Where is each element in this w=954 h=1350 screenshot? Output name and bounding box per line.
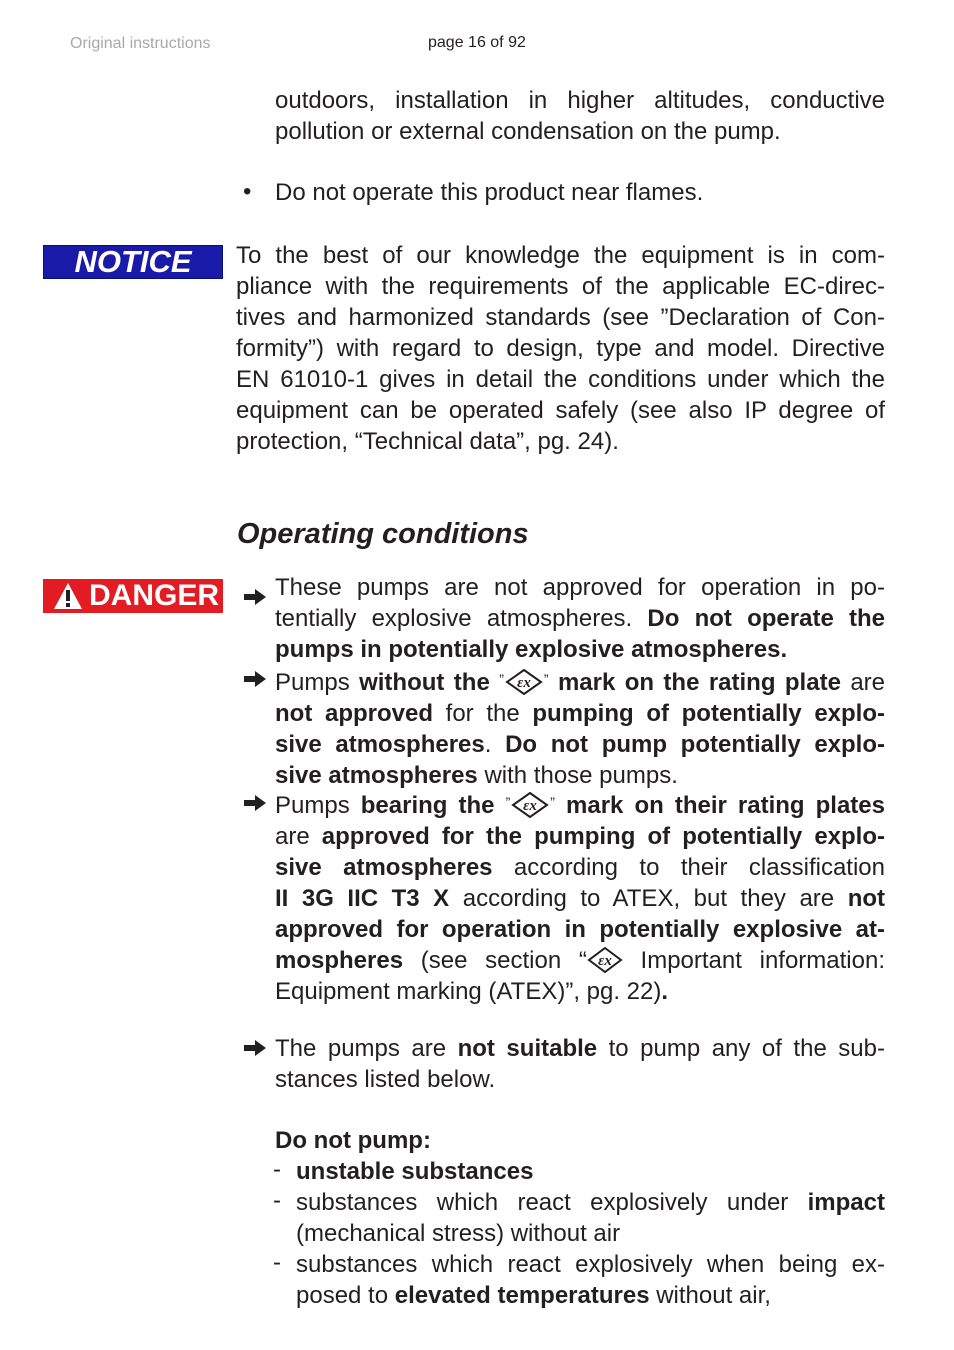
- notice-line: formity”) with regard to design, type and model. Directive: [236, 335, 885, 362]
- do-not-pump-title: [275, 1125, 431, 1156]
- item-line: [275, 945, 885, 976]
- text-run-bold: mark on their rating plates: [554, 792, 885, 819]
- text-run: according to ATEX, but they are: [449, 885, 848, 912]
- text-run: Pumps: [275, 792, 361, 819]
- item-line: substances which react explosively when being ex-: [296, 1251, 885, 1278]
- text-run-bold: bearing the: [360, 792, 495, 819]
- text-run-bold: Do not operate the: [647, 605, 885, 632]
- text-run: with those pumps.: [477, 762, 678, 789]
- svg-text:εx: εx: [523, 798, 538, 814]
- notice-line: EN 61010-1 gives in detail the conditions under which the: [236, 366, 885, 393]
- danger-item-2: [275, 664, 885, 791]
- intro-paragraph: [275, 85, 885, 147]
- text-run-bold: unstable substances: [296, 1158, 534, 1185]
- quote-mark: ”: [505, 794, 511, 810]
- text-run: .: [484, 731, 506, 758]
- item-line: [275, 634, 885, 665]
- item-line: [296, 1280, 885, 1311]
- item-line: [275, 698, 885, 729]
- text-run-bold: without the: [359, 669, 490, 696]
- text-run-bold: pumping of potentially explo-: [532, 700, 885, 727]
- section-heading: Operating conditions: [237, 518, 529, 550]
- text-run: substances which react explosively under: [296, 1189, 808, 1216]
- text-run: are: [275, 823, 322, 850]
- arrow-right-icon: [244, 671, 266, 687]
- text-run-bold: approved for operation in potentially explosive at-: [275, 916, 885, 943]
- text-run-bold: pumps in potentially explosive atmospheres.: [275, 636, 788, 663]
- danger-item-3: [275, 787, 885, 1007]
- text-run-bold: approved for the pumping of potentially explo-: [321, 823, 885, 850]
- arrow-right-icon: [244, 1040, 266, 1056]
- arrow-right-icon: [244, 795, 266, 811]
- item-line: [275, 1033, 885, 1064]
- item-line: [275, 976, 885, 1007]
- text-run: (see section “: [403, 947, 587, 974]
- text-run: tentially explosive atmospheres.: [275, 605, 648, 632]
- danger-item-1: [275, 572, 885, 665]
- text-run: without air,: [649, 1282, 771, 1309]
- header-doc-type: Original instructions: [70, 35, 211, 52]
- text-run-bold: not approved: [275, 700, 433, 727]
- text-run: for the: [433, 700, 533, 727]
- item-line: [275, 664, 885, 698]
- list-item-3: [296, 1249, 885, 1311]
- notice-line: protection, “Technical data”, pg. 24).: [236, 428, 619, 455]
- intro-line: outdoors, installation in higher altitudes, conductive: [275, 87, 885, 114]
- item-line: These pumps are not approved for operation in po-: [275, 574, 885, 601]
- text-run-bold: impact: [807, 1189, 885, 1216]
- text-run: posed to: [296, 1282, 395, 1309]
- text-run: The pumps are: [275, 1035, 458, 1062]
- svg-text:εx: εx: [517, 675, 531, 691]
- item-line: [296, 1187, 885, 1218]
- quote-mark: ”: [550, 794, 555, 810]
- text-run: to pump any of the sub-: [597, 1035, 885, 1062]
- arrow-right-icon: [244, 589, 266, 605]
- item-line: [275, 914, 885, 945]
- ex-mark-icon: [587, 947, 623, 973]
- svg-text:εx: εx: [598, 953, 612, 969]
- item-line: [275, 603, 885, 634]
- item-line: [275, 729, 885, 760]
- item-line: (mechanical stress) without air: [296, 1220, 621, 1247]
- text-run-bold: Do not pump:: [275, 1127, 431, 1154]
- text-run-bold: mark on the rating plate: [548, 669, 841, 696]
- notice-paragraph: [236, 240, 885, 457]
- text-run-bold: II 3G IIC T3 X: [275, 885, 450, 912]
- danger-badge: [43, 579, 223, 613]
- text-run-bold: not suitable: [457, 1035, 598, 1062]
- text-run: Pumps: [275, 669, 360, 696]
- intro-line: pollution or external condensation on the pump.: [275, 118, 781, 145]
- list-dash: -: [273, 1249, 281, 1276]
- quote-mark: ”: [543, 671, 549, 687]
- item-line: [275, 787, 885, 821]
- text-run-bold: elevated temperatures: [394, 1282, 650, 1309]
- text-run-bold: sive atmospheres: [275, 762, 478, 789]
- notice-line: To the best of our knowledge the equipment is in com-: [236, 242, 885, 269]
- item-line: [296, 1156, 885, 1187]
- ex-mark-icon: [504, 669, 544, 695]
- text-run-bold: Do not pump potentially explo-: [505, 731, 886, 758]
- list-item-2: [296, 1187, 885, 1249]
- bullet-dot: •: [243, 178, 252, 205]
- ex-mark-icon: [510, 792, 550, 818]
- text-run-bold: sive atmospheres: [275, 854, 493, 881]
- text-run-bold: mospheres: [275, 947, 404, 974]
- list-item-1: [296, 1156, 885, 1187]
- item-line: [275, 883, 885, 914]
- text-run: Equipment marking (ATEX)”, pg. 22): [275, 978, 662, 1005]
- item-line: stances listed below.: [275, 1066, 496, 1093]
- flames-bullet-text: Do not operate this product near flames.: [275, 179, 704, 206]
- notice-line: equipment can be operated safely (see also IP degree of: [236, 397, 885, 424]
- item-line: [275, 852, 885, 883]
- danger-item-4: [275, 1033, 885, 1095]
- notice-line: pliance with the requirements of the applicable EC-direc-: [236, 273, 885, 300]
- text-run: according to their classification: [492, 854, 885, 881]
- text-run: Important information:: [622, 947, 886, 974]
- text-run-bold: not: [847, 885, 885, 912]
- item-line: [275, 821, 885, 852]
- text-run: are: [840, 669, 886, 696]
- list-dash: -: [273, 1156, 281, 1183]
- notice-line: tives and harmonized standards (see ”Declaration of Con-: [236, 304, 885, 331]
- page-number: page 16 of 92: [428, 34, 526, 51]
- text-run-bold: sive atmospheres: [275, 731, 485, 758]
- text-run-bold: .: [661, 978, 669, 1005]
- list-dash: -: [273, 1187, 281, 1214]
- danger-label: DANGER: [89, 579, 220, 612]
- quote-mark: ”: [499, 671, 504, 687]
- notice-badge: NOTICE: [43, 245, 223, 279]
- warning-triangle-icon: [53, 582, 83, 610]
